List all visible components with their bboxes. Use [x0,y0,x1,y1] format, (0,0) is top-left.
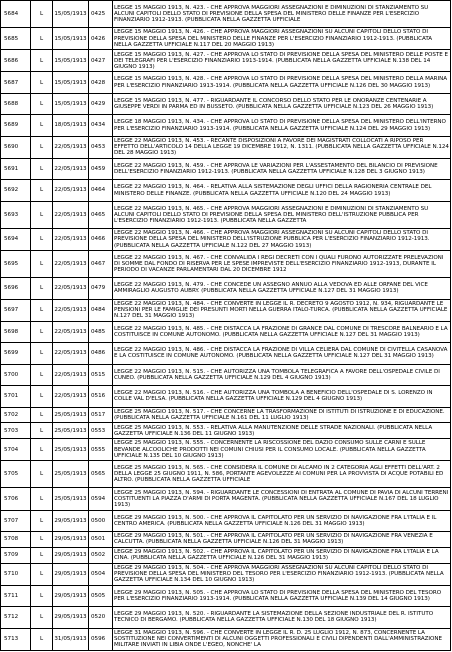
act-date-cell: 15/05/1913 [53,72,89,93]
act-page-cell: 0459 [89,158,113,179]
act-description-cell: LEGGE 22 MAGGIO 1913, N. 516. - CHE AUTORIZZA UNA TOMBOLA A BENEFICIO DELL'OSPEDALE DI S. LORENZO IN COLLE VAL D'ELSA. (PUBBLICATA NELLA GAZZETTA UFFICIALE N.129 DEL 4 GIUGNO 1913) [113,386,451,407]
act-page-cell: 0517 [89,407,113,423]
act-date-cell: 18/05/1913 [53,115,89,136]
table-row [1,93,451,114]
act-date-cell: 29/05/1913 [53,510,89,531]
act-page-cell: 0466 [89,228,113,250]
act-type-cell: L [31,510,53,531]
act-description-cell: LEGGE 22 MAGGIO 1913, N. 466. - CHE APPROVA MAGGIORI ASSEGNAZIONI SU ALCUNI CAPITOLI DELLO STATO DI PREVISIONE DELLA SPESA DEL MINISTERO DELL'ISTRUZIONE PUBBLICA PER L'ESERCIZIO FINANZIARIO 1912-1913. (PUBBLICATA NELLA GAZZETTA UFFICIALE N.122 DEL 27 MAGGIO 1913) [113,228,451,250]
act-description-cell: LEGGE 15 MAGGIO 1913, N. 426. - CHE APPROVA MAGGIORI ASSEGNAZIONI SU ALCUNI CAPITOLI DELLO STATO DI PREVISIONE DELLA SPESA DEL MINISTERO DELLE FINANZE PER L'ESERCIZIO FINANZIARIO 1912-1913. (PUBBLICATA NELLA GAZZETTA UFFICIALE N.117 DEL 20 MAGGIO 1913) [113,28,451,50]
act-description-cell: LEGGE 25 MAGGIO 1913, N. 553. - RELATIVA ALLA MANUTENZIONE DELLE STRADE NAZIONALI. (PUBBLICATA NELLA GAZZETTA UFFICIALE N.136 DEL 11 GIUGNO 1913) [113,423,451,439]
law-number-cell: 5709 [1,547,31,563]
law-number-cell: 5712 [1,607,31,628]
act-page-cell: 0464 [89,180,113,201]
act-description-cell: LEGGE 25 MAGGIO 1913, N. 517. - CHE CONCERNE LA TRASFORMAZIONE DI ISTITUTI DI ISTRUZIONE E DI EDUCAZIONE. (PUBBLICATA NELLA GAZZETTA UFFICIALE N.161 DEL 11 LUGLIO 1913) [113,407,451,423]
law-number-cell: 5688 [1,93,31,114]
table-row [1,628,451,650]
act-type-cell: L [31,386,53,407]
act-type-cell: L [31,278,53,299]
act-description-cell: LEGGE 22 MAGGIO 1913, N. 465. - CHE APPROVA MAGGIORI ASSEGNAZIONI E DIMINUZIONI DI STANZIAMENTO SU ALCUNI CAPITOLI DELLO STATO DI PREVISIONE DELLA SPESA DEL MINISTERO DELL'ISTRUZIONE PUBBLICA PER L'ESERCIZIO FINANZIARIO 1912-1913. (PUBBLICATA NELLA GAZZETTA [113,201,451,228]
act-page-cell: 0484 [89,299,113,321]
act-description-cell: LEGGE 29 MAGGIO 1913, N. 502. - CHE APPROVA IL CAPITOLATO PER UN SERVIZIO DI NAVIGAZIONE FRA L'ITALIA E LA CINA. (PUBBLICATA NELLA GAZZETTA UFFICIALE N.126 DEL 31 MAGGIO 1913) [113,547,451,563]
act-date-cell: 29/05/1913 [53,531,89,547]
act-page-cell: 0479 [89,278,113,299]
act-page-cell: 0516 [89,386,113,407]
act-page-cell: 0594 [89,488,113,510]
act-date-cell: 15/05/1913 [53,93,89,114]
act-type-cell: L [31,407,53,423]
act-type-cell: L [31,1,53,28]
act-type-cell: L [31,607,53,628]
act-description-cell: LEGGE 29 MAGGIO 1913, N. 504. - CHE APPROVA MAGGIORI ASSEGNAZIONI SU ALCUNI CAPITOLI DELLO STATO DI PREVISIONE DELLA SPESA DEL MINISTERO DEL TESORO PER L'ESERCIZIO FINANZIARIO 1912-1913. (PUBBLICATA NELLA GAZZETTA UFFICIALE N.134 DEL 10 GIUGNO 1913) [113,563,451,585]
law-number-cell: 5703 [1,423,31,439]
act-date-cell: 25/05/1913 [53,407,89,423]
table-row [1,364,451,385]
act-page-cell: 0515 [89,364,113,385]
act-description-cell: LEGGE 22 MAGGIO 1913, N. 464. - RELATIVA ALLA SISTEMAZIONE DEGLI UFFICI DELLA RAGIONERIA CENTRALE DEL MINISTERO DELLE FINANZE. (PUBBLICATA NELLA GAZZETTA UFFICIALE N.120 DEL 24 MAGGIO 1913) [113,180,451,201]
act-type-cell: L [31,136,53,158]
act-type-cell: L [31,563,53,585]
law-number-cell: 5705 [1,461,31,488]
act-description-cell: LEGGE 22 MAGGIO 1913, N. 467. - CHE CONVALIDA I REGI DECRETI CON I QUALI FURONO AUTORIZZATE PRELEVAZIONI DI SOMME DAL FONDO DI RISERVA PER LE SPESE IMPREVISTE DELL'ESERCIZIO FINANZIARIO 1912-1913, DURANTE IL PERIODO DI VACANZE PARLAMENTARI DAL 20 DICEMBRE 1912 [113,251,451,278]
table-row [1,72,451,93]
table-row [1,510,451,531]
act-page-cell: 0520 [89,607,113,628]
table-row [1,547,451,563]
act-page-cell: 0504 [89,563,113,585]
act-page-cell: 0486 [89,343,113,364]
law-number-cell: 5695 [1,251,31,278]
law-number-cell: 5704 [1,439,31,461]
law-number-cell: 5698 [1,321,31,342]
act-page-cell: 0429 [89,93,113,114]
act-page-cell: 0501 [89,531,113,547]
act-type-cell: L [31,72,53,93]
laws-register-body [1,1,451,651]
act-date-cell: 15/05/1913 [53,50,89,72]
act-type-cell: L [31,251,53,278]
table-row [1,343,451,364]
law-number-cell: 5711 [1,585,31,606]
act-type-cell: L [31,93,53,114]
law-number-cell: 5706 [1,488,31,510]
act-description-cell: LEGGE 15 MAGGIO 1913, N. 428. - CHE APPROVA LO STATO DI PREVISIONE DELLA SPESA DEL MINISTERO DELLA MARINA PER L'ESERCIZIO FINANZIARIO 1913-1914. (PUBBLICATA NELLA GAZZETTA UFFICIALE N.126 DEL 30 MAGGIO 1913) [113,72,451,93]
act-date-cell: 22/05/1913 [53,136,89,158]
act-type-cell: L [31,50,53,72]
law-number-cell: 5693 [1,201,31,228]
act-type-cell: L [31,585,53,606]
law-number-cell: 5702 [1,407,31,423]
table-row [1,299,451,321]
act-description-cell: LEGGE 22 MAGGIO 1913, N. 486. - CHE DISTACCA LA FRAZIONE DI VILLA CELIERA DAL COMUNE DI CIVITELLA CASANOVA E LA COSTITUISCE IN COMUNE AUTONOMO. (PUBBLICATA NELLA GAZZETTA UFFICIALE N.127 DEL 31 MAGGIO 1913) [113,343,451,364]
act-type-cell: L [31,488,53,510]
act-date-cell: 22/05/1913 [53,321,89,342]
act-type-cell: L [31,423,53,439]
act-date-cell: 29/05/1913 [53,607,89,628]
law-number-cell: 5697 [1,299,31,321]
act-type-cell: L [31,228,53,250]
act-description-cell: LEGGE 22 MAGGIO 1913, N. 515. - CHE AUTORIZZA UNA TOMBOLA TELEGRAFICA A FAVORE DELL'OSPEDALE CIVILE DI CUNEO. (PUBBLICATA NELLA GAZZETTA UFFICIALE N.129 DEL 4 GIUGNO 1913) [113,364,451,385]
table-row [1,585,451,606]
law-number-cell: 5689 [1,115,31,136]
act-page-cell: 0434 [89,115,113,136]
law-number-cell: 5686 [1,50,31,72]
table-row [1,439,451,461]
act-date-cell: 15/05/1913 [53,28,89,50]
act-type-cell: L [31,461,53,488]
table-row [1,531,451,547]
act-date-cell: 25/05/1913 [53,461,89,488]
table-row [1,115,451,136]
table-row [1,158,451,179]
act-description-cell: LEGGE 25 MAGGIO 1913, N. 555. - CONCERNENTE LA RISCOSSIONE DEL DAZIO CONSUMO SULLE CARNI E SULLE BEVANDE ALCOOLICHE PRODOTTI NEI COMUNI CHIUSI PER IL CONSUMO LOCALE. (PUBBLICATA NELLA GAZZETTA UFFICIALE N.135 DEL 10 GIUGNO 1913) [113,439,451,461]
act-date-cell: 22/05/1913 [53,278,89,299]
law-number-cell: 5708 [1,531,31,547]
act-page-cell: 0425 [89,1,113,28]
act-type-cell: L [31,364,53,385]
act-description-cell: LEGGE 31 MAGGIO 1913, N. 596. - CHE CONVERTE IN LEGGE IL R. D. 25 LUGLIO 1912, N. 873, CONCERNENTE LA SOSTITUZIONE NEI CONVERTIMENTI DI ALCUNI OGGETTI PROFESSIONALI E CIVILI DIPENDENTI DALL'AMMINISTRAZIONE MILITARE INVIATI IN LIBIA ONDE L'EGEO, NONCHE' LA [113,628,451,650]
act-date-cell: 29/05/1913 [53,563,89,585]
law-number-cell: 5685 [1,28,31,50]
law-number-cell: 5696 [1,278,31,299]
act-description-cell: LEGGE 22 MAGGIO 1913, N. 479. - CHE CONCEDE UN ASSEGNO ANNUO ALLA VEDOVA ED ALLE ORFANE DEL VICE AMMIRAGLIO AUGUSTO AUBRY. (PUBBLICATA NELLA GAZZETTA UFFICIALE N.127 DEL 31 MAGGIO 1913) [113,278,451,299]
act-date-cell: 25/05/1913 [53,439,89,461]
act-page-cell: 0426 [89,28,113,50]
law-number-cell: 5691 [1,158,31,179]
law-number-cell: 5701 [1,386,31,407]
act-page-cell: 0500 [89,510,113,531]
act-page-cell: 0465 [89,201,113,228]
act-page-cell: 0565 [89,461,113,488]
act-date-cell: 15/05/1913 [53,1,89,28]
act-date-cell: 22/05/1913 [53,158,89,179]
act-page-cell: 0555 [89,439,113,461]
act-description-cell: LEGGE 22 MAGGIO 1913, N. 459. - CHE APPROVA LE VARIAZIONI PER L'ASSESTAMENTO DEL BILANCIO DI PREVISIONE DELL'ESERCIZIO FINANZIARIO 1912-1913. (PUBBLICATA NELLA GAZZETTA UFFICIALE N.128 DEL 3 GIUGNO 1913) [113,158,451,179]
act-type-cell: L [31,201,53,228]
act-type-cell: L [31,531,53,547]
act-description-cell: LEGGE 15 MAGGIO 1913, N. 427. - CHE APPROVA LO STATO DI PREVISIONE DELLA SPESA DEL MINISTERO DELLE POSTE E DEI TELEGRAFI PER L'ESERCIZIO FINANZIARIO 1913-1914. (PUBBLICATA NELLA GAZZETTA UFFICIALE N.138 DEL 14 GIUGNO 1913) [113,50,451,72]
act-description-cell: LEGGE 29 MAGGIO 1913, N. 501. - CHE APPROVA IL CAPITOLATO PER UN SERVIZIO DI NAVIGAZIONE FRA VENEZIA E CALCUTTA. (PUBBLICATA NELLA GAZZETTA UFFICIALE N.126 DEL 31 MAGGIO 1913) [113,531,451,547]
act-type-cell: L [31,439,53,461]
act-description-cell: LEGGE 22 MAGGIO 1913, N. 453. - RECANTE DISPOSIZIONI A FAVORE DEI MAGISTRATI COLLOCATI A RIPOSO PER EFFETTO DELL'ARTICOLO 14 DELLA LEGGE 19 DICEMBRE 1912, N. 1311. (PUBBLICATA NELLA GAZZETTA UFFICIALE N.124 DEL 28 MAGGIO 1913) [114,138,449,157]
table-row [1,28,451,50]
table-row [1,136,451,158]
act-type-cell: L [31,343,53,364]
act-date-cell: 22/05/1913 [53,386,89,407]
act-type-cell: L [31,158,53,179]
act-type-cell: L [31,299,53,321]
act-description-cell: LEGGE 15 MAGGIO 1913, N. 423. - CHE APPROVA MAGGIORI ASSEGNAZIONI E DIMINUZIONI DI STANZIAMENTO SU ALCUNI CAPITOLI DELLO STATO DI PREVISIONE DELLA SPESA DEL MINISTERO DELLE FINANZE PER L'ESERCIZIO FINANZIARIO 1912-1913. (PUBBLICATA NELLA GAZZETTA UFFICIALE [113,1,451,28]
table-row [1,563,451,585]
table-row [1,278,451,299]
table-row [1,607,451,628]
act-type-cell: L [31,628,53,650]
table-row [1,201,451,228]
law-number-cell: 5694 [1,228,31,250]
act-type-cell: L [31,180,53,201]
act-date-cell: 22/05/1913 [53,364,89,385]
act-page-cell: 0553 [89,423,113,439]
act-date-cell: 29/05/1913 [53,547,89,563]
act-description-cell: LEGGE 22 MAGGIO 1913, N. 484. - CHE CONVERTE IN LEGGE IL R. DECRETO 9 AGOSTO 1912, N. 934, RIGUARDANTE LE PENSIONI PER LE FAMIGLIE DEI PRESUNTI MORTI NELLA GUERRA ITALO-TURCA. (PUBBLICATA NELLA GAZZETTA UFFICIALE N.127 DEL 31 MAGGIO 1913) [113,299,451,321]
table-row [1,228,451,250]
law-number-cell: 5713 [1,628,31,650]
act-description-cell: LEGGE 29 MAGGIO 1913, N. 520. - RIGUARDANTE LA SISTEMAZIONE DELLA SEZIONE INDUSTRIALE DEL R. ISTITUTO TECNICO DI BERGAMO. (PUBBLICATA NELLA GAZZETTA UFFICIALE N.130 DEL 18 GIUGNO 1913) [113,607,451,628]
table-row [1,50,451,72]
law-number-cell: 5684 [1,1,31,28]
act-date-cell: 22/05/1913 [53,251,89,278]
act-type-cell: L [31,115,53,136]
act-page-cell: 0502 [89,547,113,563]
act-type-cell: L [31,321,53,342]
act-page-cell: 0485 [89,321,113,342]
act-date-cell: 25/05/1913 [53,423,89,439]
law-number-cell: 5700 [1,364,31,385]
act-date-cell: 29/05/1913 [53,585,89,606]
law-number-cell: 5710 [1,563,31,585]
law-number-cell: 5692 [1,180,31,201]
law-number-cell: 5690 [1,136,31,158]
act-date-cell: 22/05/1913 [53,180,89,201]
act-description-cell: LEGGE 18 MAGGIO 1913, N. 434. - CHE APPROVA LO STATO DI PREVISIONE DELLA SPESA DEL MINISTERO DELL'INTERNO PER L'ESERCIZIO FINANZIARIO 1913-1914. (PUBBLICATA NELLA GAZZETTA UFFICIALE N.124 DEL 29 MAGGIO 1913) [113,115,451,136]
table-row [1,407,451,423]
act-date-cell: 22/05/1913 [53,228,89,250]
law-number-cell: 5687 [1,72,31,93]
law-number-cell: 5707 [1,510,31,531]
table-row [1,423,451,439]
act-page-cell: 0467 [89,251,113,278]
act-page-cell: 0453 [89,136,113,158]
table-row [1,251,451,278]
table-row [1,488,451,510]
act-page-cell: 0428 [89,72,113,93]
act-date-cell: 25/05/1913 [53,488,89,510]
act-description-cell: LEGGE 29 MAGGIO 1913, N. 505. - CHE APPROVA LO STATO DI PREVISIONE DELLA SPESA DEL MINISTERO DEL TESORO PER L'ESERCIZIO FINANZIARIO 1913-1914. (PUBBLICATA NELLA GAZZETTA UFFICIALE N.139 DEL 14 GIUGNO 1913) [113,585,451,606]
act-type-cell: L [31,547,53,563]
act-type-cell: L [31,28,53,50]
act-date-cell: 22/05/1913 [53,343,89,364]
law-number-cell: 5699 [1,343,31,364]
act-description-cell: LEGGE 29 MAGGIO 1913, N. 500. - CHE APPROVA IL CAPITOLATO PER UN SERVIZIO DI NAVIGAZIONE FRA L'ITALIA E IL CENTRO AMERICA. (PUBBLICATA NELLA GAZZETTA UFFICIALE N.126 DEL 31 MAGGIO 1913) [113,510,451,531]
act-description-cell: LEGGE 25 MAGGIO 1913, N. 565. - CHE CONSIDERA IL COMUNE DI ALCAMO IN 2 CATEGORIA AGLI EFFETTI DELL'ART. 2 DELLA LEGGE 25 GIUGNO 1911, N. 586, PORTANTE AGEVOLEZZE AI COMUNI PER LA PROVVISTA DI ACQUE POTABILI ED ALTRO. (PUBBLICATA NELLA GAZZETTA UFFICIALE [113,461,451,488]
act-page-cell: 0596 [89,628,113,650]
act-description-cell: LEGGE 22 MAGGIO 1913, N. 485. - CHE DISTACCA LA FRAZIONE DI GRANCE DAL COMUNE DI TRESCORE BALNEARIO E LA COSTITUISCE IN COMUNE AUTONOMO. (PUBBLICATA NELLA GAZZETTA UFFICIALE N.127 DEL 31 MAGGIO 1913) [113,321,451,342]
act-page-cell: 0505 [89,585,113,606]
act-page-cell: 0427 [89,50,113,72]
table-row [1,461,451,488]
act-date-cell: 31/05/1913 [53,628,89,650]
act-date-cell: 22/05/1913 [53,201,89,228]
act-date-cell: 22/05/1913 [53,299,89,321]
table-row [1,321,451,342]
table-row [1,386,451,407]
table-row [1,180,451,201]
act-description-cell: LEGGE 25 MAGGIO 1913, N. 594. - RIGUARDANTE LE CONCESSIONI DI ENTRATA AL COMUNE DI PAVIA DI ALCUNI TERRENI COSTITUENTI LA PIAZZA D'ARMI DI PORTA MAGENTA. (PUBBLICATA NELLA GAZZETTA UFFICIALE N.167 DEL 18 LUGLIO 1913) [113,488,451,510]
act-description-cell: LEGGE 15 MAGGIO 1913, N. 477. - RIGUARDANTE IL CONCORSO DELLO STATO PER LE ONORANZE CENTENARIE A GIUSEPPE VERDI IN PARMA ED IN BUSSETO. (PUBBLICATA NELLA GAZZETTA UFFICIALE N.123 DEL 26 MAGGIO 1913) [113,93,451,114]
table-row [1,1,451,28]
